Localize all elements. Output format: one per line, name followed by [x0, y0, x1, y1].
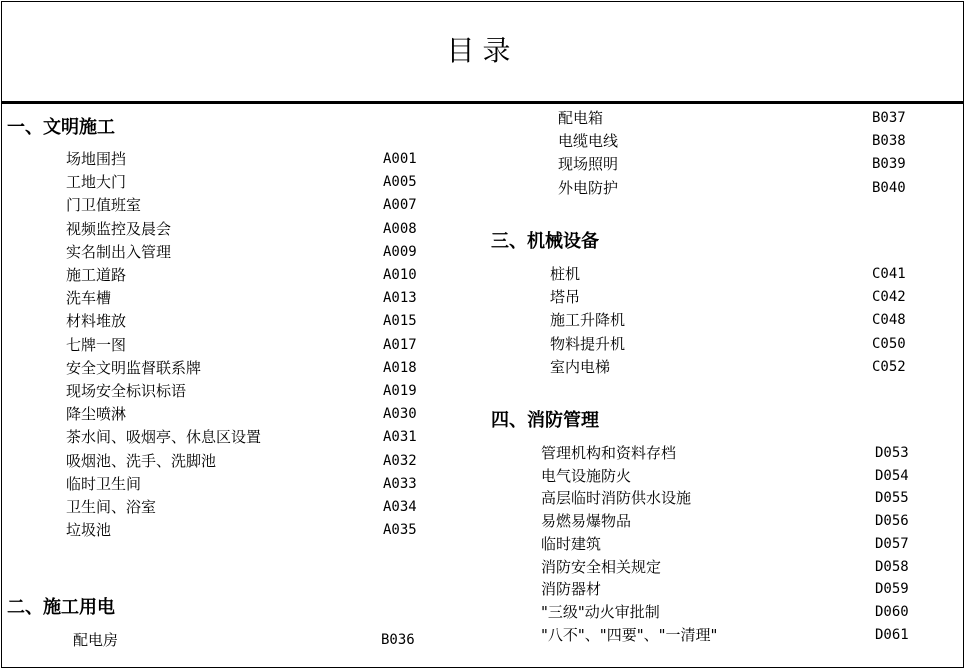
toc-item-code: C041: [872, 266, 906, 282]
toc-item-name: "三级"动火审批制: [541, 603, 660, 621]
toc-item-code: C042: [872, 289, 906, 305]
toc-item-name: 室内电梯: [550, 358, 611, 376]
toc-item-code: A009: [383, 244, 417, 260]
section-heading-s1: 一、文明施工: [7, 117, 115, 138]
toc-item-code: C052: [872, 359, 906, 375]
section-heading-s3: 三、机械设备: [491, 231, 599, 252]
toc-item-name: 卫生间、浴室: [66, 498, 157, 516]
toc-item-name: 工地大门: [66, 173, 127, 191]
toc-item-code: D053: [875, 445, 909, 461]
toc-item-code: D059: [875, 581, 909, 597]
toc-item-code: D060: [875, 604, 909, 620]
toc-item-name: 洗车槽: [66, 289, 112, 307]
toc-item-code: A031: [383, 429, 417, 445]
toc-item-code: D057: [875, 536, 909, 552]
section-heading-s2: 二、施工用电: [7, 597, 115, 618]
toc-item-code: C050: [872, 336, 906, 352]
toc-item-name: 茶水间、吸烟亭、休息区设置: [66, 428, 262, 446]
toc-item-name: 配电箱: [558, 109, 604, 127]
toc-item-code: D055: [875, 490, 909, 506]
toc-item-code: B038: [872, 133, 906, 149]
toc-item-name: 临时卫生间: [66, 475, 142, 493]
toc-item-name: 现场照明: [558, 155, 619, 173]
toc-item-code: A035: [383, 522, 417, 538]
toc-item-code: A018: [383, 360, 417, 376]
title-bar: [1, 1, 964, 104]
toc-item-code: A033: [383, 476, 417, 492]
toc-item-code: C048: [872, 312, 906, 328]
toc-item-name: 现场安全标识标语: [66, 382, 187, 400]
toc-item-code: A030: [383, 406, 417, 422]
toc-item-code: A017: [383, 337, 417, 353]
toc-item-name: 管理机构和资料存档: [541, 444, 677, 462]
toc-item-name: 吸烟池、洗手、洗脚池: [66, 452, 217, 470]
toc-item-name: 电气设施防火: [541, 467, 632, 485]
toc-item-name: 外电防护: [558, 179, 619, 197]
toc-item-code: A010: [383, 267, 417, 283]
toc-item-code: A032: [383, 453, 417, 469]
toc-item-name: 配电房: [73, 631, 119, 649]
toc-item-code: A005: [383, 174, 417, 190]
toc-item-name: 物料提升机: [550, 335, 626, 353]
toc-item-name: 实名制出入管理: [66, 243, 172, 261]
toc-item-name: 易燃易爆物品: [541, 512, 632, 530]
section-heading-s4: 四、消防管理: [491, 410, 599, 431]
toc-item-code: D058: [875, 559, 909, 575]
toc-item-code: D056: [875, 513, 909, 529]
toc-item-code: A015: [383, 313, 417, 329]
toc-item-name: 降尘喷淋: [66, 405, 127, 423]
toc-item-code: A001: [383, 151, 417, 167]
toc-item-code: A034: [383, 499, 417, 515]
page-title: 目录: [446, 34, 519, 67]
toc-item-name: 消防器材: [541, 580, 602, 598]
toc-item-name: 施工道路: [66, 266, 127, 284]
toc-item-name: 消防安全相关规定: [541, 558, 662, 576]
toc-item-code: A013: [383, 290, 417, 306]
toc-item-name: 塔吊: [550, 288, 581, 306]
toc-item-name: "八不"、"四要"、"一清理": [541, 626, 718, 644]
toc-item-code: D054: [875, 468, 909, 484]
toc-item-code: B040: [872, 180, 906, 196]
toc-item-name: 场地围挡: [66, 150, 127, 168]
toc-item-code: A019: [383, 383, 417, 399]
toc-item-name: 高层临时消防供水设施: [541, 489, 692, 507]
toc-item-code: B037: [872, 110, 906, 126]
toc-item-code: A008: [383, 221, 417, 237]
toc-item-name: 临时建筑: [541, 535, 602, 553]
toc-item-code: D061: [875, 627, 909, 643]
toc-item-name: 施工升降机: [550, 311, 626, 329]
toc-item-name: 垃圾池: [66, 521, 112, 539]
toc-item-code: A007: [383, 197, 417, 213]
toc-item-name: 电缆电线: [558, 132, 619, 150]
toc-item-name: 七牌一图: [66, 336, 127, 354]
toc-item-name: 门卫值班室: [66, 196, 142, 214]
toc-item-name: 视频监控及晨会: [66, 220, 172, 238]
toc-item-code: B036: [381, 632, 415, 648]
toc-item-name: 安全文明监督联系牌: [66, 359, 202, 377]
toc-item-code: B039: [872, 156, 906, 172]
toc-item-name: 材料堆放: [66, 312, 127, 330]
toc-item-name: 桩机: [550, 265, 581, 283]
